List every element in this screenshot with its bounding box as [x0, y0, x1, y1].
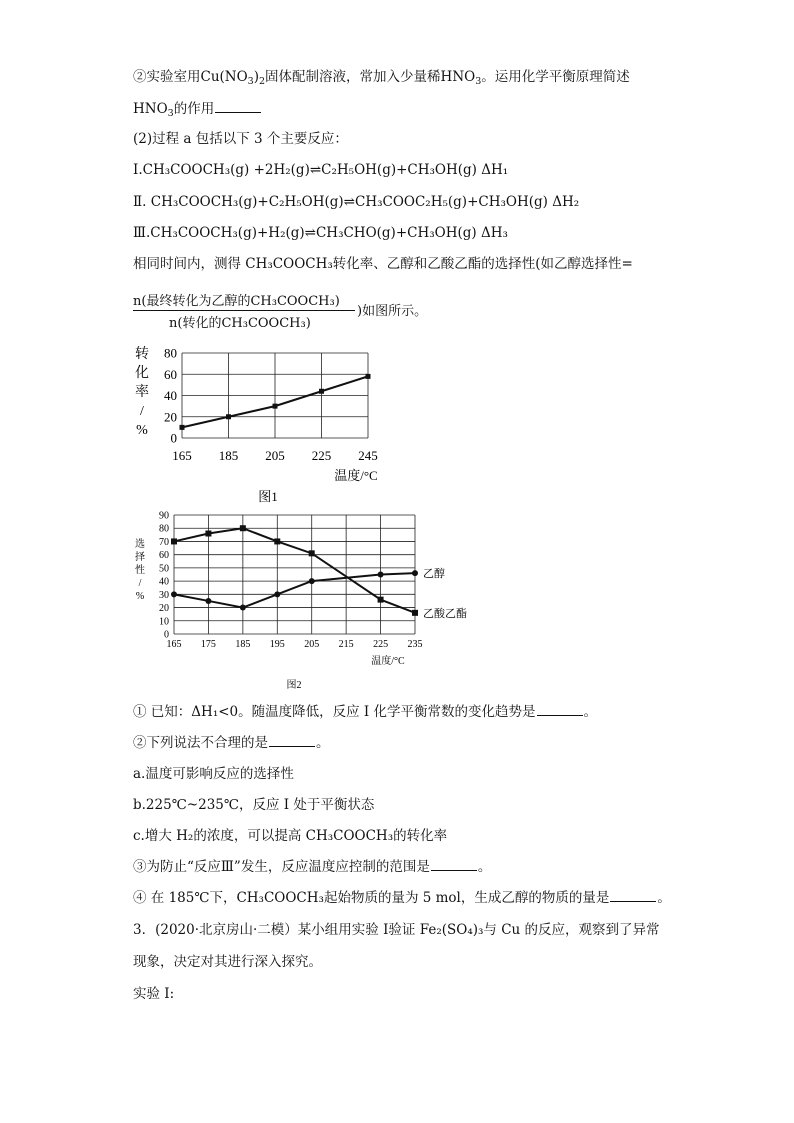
process-intro: (2)过程 a 包括以下 3 个主要反应：	[133, 131, 348, 147]
y-axis-label-char: /	[140, 404, 144, 419]
option-a: a.温度可影响反应的选择性	[133, 766, 294, 782]
formula-tail: )如图所示。	[357, 304, 428, 319]
data-point	[366, 374, 371, 379]
x-tick-label: 175	[200, 639, 216, 650]
y-axis-label-char: %	[136, 423, 148, 438]
y-tick-label: 60	[159, 550, 169, 562]
answer-blank[interactable]	[431, 858, 477, 871]
x-tick-label: 205	[304, 639, 320, 650]
question-text: ④ 在 185℃下，CH₃COOCH₃起始物质的量为 5 mol，生成乙醇的物质的量是	[133, 890, 610, 906]
answer-blank[interactable]	[537, 703, 583, 716]
hno3-question-line-2: $HNO_3$的作用	[133, 100, 262, 118]
data-point	[378, 597, 384, 603]
y-axis-label-char: 择	[135, 552, 145, 563]
y-tick-label: 10	[159, 616, 169, 628]
reaction-1: Ⅰ.CH₃COOCH₃(g) +2H₂(g)⇌C₂H₅OH(g)+CH₃OH(g) ΔH₁	[133, 162, 509, 178]
data-point	[180, 425, 185, 430]
option-b: b.225℃~235℃，反应 I 处于平衡状态	[133, 797, 375, 813]
chart-title: 图2	[286, 680, 302, 691]
data-point	[226, 414, 231, 419]
y-tick-label: 50	[159, 563, 169, 575]
y-tick-label: 80	[164, 345, 177, 361]
question-1	[133, 703, 597, 721]
y-tick-label: 0	[170, 430, 177, 446]
y-axis-label-char: %	[135, 591, 145, 602]
y-tick-label: 70	[159, 536, 169, 548]
data-point	[319, 389, 324, 394]
y-tick-label: 30	[159, 589, 169, 601]
x-tick-label: 185	[218, 448, 239, 463]
text-segment: 。运用化学平衡原理简述	[481, 69, 630, 85]
x-tick-label: 185	[235, 639, 251, 650]
y-tick-label: 20	[164, 409, 177, 425]
series-label: 乙醇	[423, 568, 445, 581]
measure-sentence: 相同时间内，测得 CH₃COOCH₃转化率、乙醇和乙酸乙酯的选择性(如乙醇选择性=	[133, 256, 633, 272]
answer-blank[interactable]	[215, 100, 261, 113]
question-4	[133, 889, 671, 907]
x-axis-label: 温度/°C	[371, 656, 405, 667]
data-point	[240, 525, 246, 531]
x-tick-label: 215	[338, 639, 354, 650]
question-end: 。	[316, 735, 330, 751]
data-point	[205, 531, 211, 537]
y-tick-label: 40	[164, 388, 177, 404]
data-point	[309, 550, 315, 556]
text-segment: ②实验室用Cu(NO	[133, 69, 248, 85]
text-segment: )	[253, 69, 259, 85]
question-end: 。	[477, 859, 492, 875]
data-point	[205, 598, 211, 604]
data-point	[171, 538, 177, 544]
question-text: ③为防止“反应Ⅲ”发生，反应温度应控制的范围是	[133, 859, 430, 875]
data-point	[171, 591, 177, 597]
x-tick-label: 235	[407, 639, 423, 650]
data-point	[378, 572, 384, 578]
hno3-question-line: ②实验室用$Cu(NO_3)_2$固体配制溶液，常加入少量稀$HNO_3$。运用化学平衡原理简述	[133, 69, 630, 87]
y-tick-label: 20	[159, 603, 169, 615]
y-tick-label: 80	[159, 523, 169, 535]
x-tick-label: 225	[311, 448, 332, 463]
chart-title: 图1	[258, 489, 278, 504]
answer-blank[interactable]	[610, 889, 656, 902]
question-text: ① 已知：ΔH₁<0。随温度降低，反应 I 化学平衡常数的变化趋势是	[133, 704, 536, 720]
question-text: ②下列说法不合理的是	[133, 735, 268, 751]
data-point	[412, 610, 418, 616]
text-segment: HNO	[133, 101, 168, 117]
x-tick-label: 245	[358, 448, 378, 463]
answer-blank[interactable]	[269, 734, 315, 747]
y-axis-label-char: 性	[135, 565, 145, 576]
x-tick-label: 205	[265, 448, 285, 463]
question-3	[133, 858, 491, 876]
data-point	[412, 570, 418, 576]
data-point	[240, 605, 246, 611]
question-end: 。	[657, 890, 671, 906]
fraction-bar	[133, 310, 355, 311]
selectivity-chart	[120, 505, 480, 695]
option-c: c.增大 H₂的浓度，可以提高 CH₃COOCH₃的转化率	[133, 828, 448, 844]
x-axis-label: 温度/°C	[334, 468, 378, 483]
series-label: 乙酸乙酯	[423, 607, 467, 620]
x-tick-label: 165	[172, 448, 192, 463]
problem-3-line-2: 现象，决定对其进行深入探究。	[133, 954, 322, 970]
reaction-2: Ⅱ. CH₃COOCH₃(g)+C₂H₅OH(g)⇌CH₃COOC₂H₅(g)+CH₃OH(g) ΔH₂	[133, 194, 580, 210]
y-tick-label: 60	[164, 366, 177, 382]
y-axis-label-char: 化	[135, 366, 149, 381]
x-tick-label: 195	[269, 639, 285, 650]
y-tick-label: 0	[164, 629, 169, 641]
x-tick-label: 165	[166, 639, 182, 650]
y-axis-label-char: 转	[135, 347, 149, 362]
x-tick-label: 225	[373, 639, 389, 650]
text-segment: 的作用	[173, 101, 215, 117]
data-point	[309, 578, 315, 584]
y-axis-label-char: /	[138, 578, 142, 589]
conversion-chart	[120, 338, 400, 508]
data-point	[273, 404, 278, 409]
problem-3-line-3: 实验 I:	[133, 986, 175, 1002]
y-axis-label-char: 选	[135, 539, 145, 550]
y-tick-label: 90	[159, 510, 169, 522]
data-point	[274, 591, 280, 597]
y-tick-label: 40	[159, 576, 169, 588]
question-2	[133, 734, 330, 752]
problem-3-line-1: 3．(2020·北京房山·二模）某小组用实验 I验证 Fe₂(SO₄)₃与 Cu 的反应，观察到了异常	[133, 922, 660, 938]
data-point	[274, 538, 280, 544]
text-segment: 固体配制溶液，常加入少量稀HNO	[265, 69, 476, 85]
y-axis-label-char: 率	[135, 385, 149, 400]
formula-denominator: n(转化的CH₃COOCH₃)	[169, 316, 311, 331]
formula-numerator: n(最终转化为乙醇的CH₃COOCH₃)	[133, 294, 340, 309]
reaction-3: Ⅲ.CH₃COOCH₃(g)+H₂(g)⇌CH₃CHO(g)+CH₃OH(g) ΔH₃	[133, 225, 508, 241]
question-end: 。	[583, 704, 598, 720]
